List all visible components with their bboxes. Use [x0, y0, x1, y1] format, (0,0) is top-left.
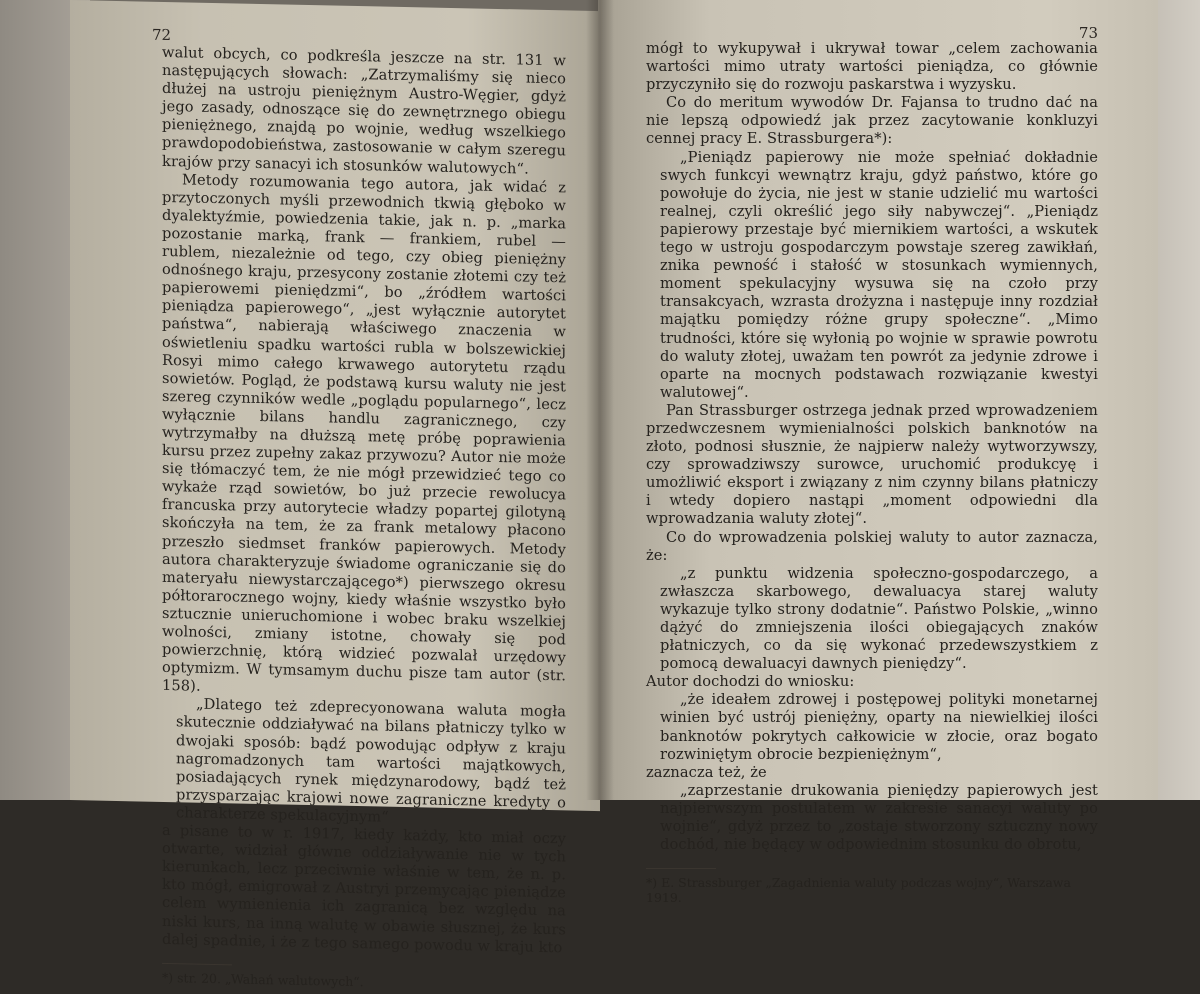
paragraph: a pisane to w r. 1917, kiedy każdy, kto miał oczy otwarte, widział główne oddziaływanie nie w tych kierunkach, lecz przeciwnie właśnie w tem, że n. p. kto mógł, emigrował z Austryi przemycając pieniądze celem wymienienia ich zagranicą bez względu na niski kurs, na inną walutę w obawie słusznej, że kurs dalej spadnie, i że z tego samego powodu w kraju kto — [162, 821, 566, 956]
quote-paragraph: „z punktu widzenia społeczno-gospodarczego, a zwłaszcza skarbowego, dewaluacya starej waluty wykazuje tylko strony dodatnie“. Państwo Polskie, „winno dążyć do zmniejszenia ilości obiegających znaków płatniczych, co da się wykonać przedewszystkiem z pomocą dewaluacyi dawnych pieniędzy“. — [660, 564, 1098, 673]
page-number-right: 73 — [1078, 24, 1098, 42]
paragraph: Co do meritum wywodów Dr. Fajansa to trudno dać na nie lepszą odpowiedź jak przez zacytowanie konkluzyi cennej pracy E. Strassburgera*): — [646, 94, 1098, 148]
quote-paragraph: „zaprzestanie drukowania pieniędzy papierowych jest najpierwszym postulatem w zakresie sanacyi waluty po wojnie“, gdyż przez to „zostaje stworzony sztuczny nowy dochód, nie będący w odpowiednim stosunku do obrotu, — [660, 781, 1098, 854]
left-page — [70, 0, 600, 989]
paragraph: mógł to wykupywał i ukrywał towar „celem zachowania wartości mimo utraty wartości pieniądza, co głównie przyczyniło się do rozwoju paskarstwa i wyzysku. — [646, 40, 1098, 94]
left-page-body — [162, 44, 566, 957]
footnote-rule — [162, 963, 232, 965]
footnote-right: *) E. Strassburger „Zagadnienia waluty podczas wojny“, Warszawa 1919. — [646, 875, 1071, 906]
quote-paragraph: „Pieniądz papierowy nie może spełniać dokładnie swych funkcyi wewnątrz kraju, gdyż państwo, które go powołuje do życia, nie jest w stanie udzielić mu wartości realnej, czyli określić jego siły nabywczej“. „Pieniądz papierowy przestaje być miernikiem wartości, a wskutek tego w ustroju gospodarczym powstaje szereg zawikłań, znika pewność i stałość w stosunkach wymiennych, moment spekulacyjny wysuwa się na czoło przy transakcyach, wzrasta drożyzna i następuje inny rozdział majątku pomiędzy różne grupy społeczne“. „Mimo trudności, które się wyłonią po wojnie w sprawie powrotu do waluty złotej, uważam ten powrót za jedynie zdrowe i oparte na mocnych podstawach rozwiązanie kwestyi walutowej“. — [660, 148, 1098, 401]
book-gutter — [586, 0, 614, 800]
quote-paragraph: „Dlatego też zdeprecyonowana waluta mogła skutecznie oddziaływać na bilans płatniczy tylko w dwojaki sposób: bądź powodując odpływ z kraju nagromadzonych tam wartości majątkowych, posiadających rynek międzynarodowy, bądź też przysparzając krajowi nowe zagraniczne kredyty o charakterze spekulacyjnym“ — [176, 696, 566, 826]
paragraph: walut obcych, co podkreśla jeszcze na str. 131 w następujących słowach: „Zatrzymaliśmy się nieco dłużej na ustroju pieniężnym Austro-Węgier, gdyż jego zasady, odnoszące się do zewnętrznego obiegu pieniężnego, znajdą po wojnie, według wszelkiego prawdopodobieństwa, zastosowanie w całym szeregu krajów przy sanacyi ich stosunków walutowych“. — [162, 43, 566, 178]
right-page-body — [646, 40, 1098, 854]
paragraph: Co do wprowadzenia polskiej waluty to autor zaznacza, że: — [646, 528, 1098, 564]
paragraph: zaznacza też, że — [646, 763, 767, 781]
paragraph: Pan Strassburger ostrzega jednak przed wprowadzeniem przedwczesnem wymienialności polskich banknotów na złoto, podnosi słusznie, że najpierw należy wytworzywszy, czy sprowadziwszy surowce, uruchomić produkcyę i umożliwić eksport i związany z nim czynny bilans płatniczy i wtedy dopiero nastąpi „moment odpowiedni dla wprowadzania waluty złotej“. — [646, 401, 1098, 528]
page-number-left: 72 — [152, 25, 172, 45]
right-page — [598, 0, 1158, 906]
footnote-left: *) str. 20. „Wahań walutowych“. — [162, 969, 364, 989]
paragraph: Autor dochodzi do wniosku: — [646, 673, 855, 691]
paragraph: Metody rozumowania tego autora, jak widać z przytoczonych myśli przewodnich tkwią głęboko w dyalektyźmie, powiedzenia takie, jak n. p. „marka pozostanie marką, frank — frankiem, rubel — rublem, niezależnie od tego, czy obieg pieniężny odnośnego kraju, przesycony zostanie złotemi czy też papierowemi pieniędzmi“, bo „źródłem wartości pieniądza papierowego“, „jest wyłącznie autorytet państwa“, nabierają właściwego znaczenia w oświetleniu spadku wartości rubla w bolszewickiej Rosyi mimo całego krwawego autorytetu rządu sowietów. Pogląd, że podstawą kursu waluty nie jest szereg czynników wedle „poglądu popularnego“, lecz wyłącznie bilans handlu zagranicznego, czy wytrzymałby na dłuższą metę próbę poprawienia kursu przez zupełny zakaz przywozu? Autor nie może się tłómaczyć tem, że nie mógł przewidzieć tego co wykaże rząd sowietów, bo już przecie rewolucya francuska przy autorytecie władzy popartej gilotyną skończyła na tem, że za frank metalowy płacono przeszło siedmset franków papierowych. Metody autora charakteryzuje świadome ograniczanie się do materyału niewystarczającego*) pierwszego okresu półtorarocznego wojny, kiedy właśnie wszystko było sztucznie unieruchomione i wobec braku wszelkiej wolności, zmiany istotne, chowały się pod powierzchnię, którą widzieć pozwalał urzędowy optymizm. W tymsamym duchu pisze tam autor (str. 158). — [162, 171, 566, 696]
footnote-rule — [646, 868, 716, 869]
quote-paragraph: „że ideałem zdrowej i postępowej polityki monetarnej winien być ustrój pieniężny, oparty na niewielkiej ilości banknotów pokrytych całkowicie w złocie, oraz bogato rozwiniętym obrocie bezpieniężnym“, — [660, 691, 1098, 763]
